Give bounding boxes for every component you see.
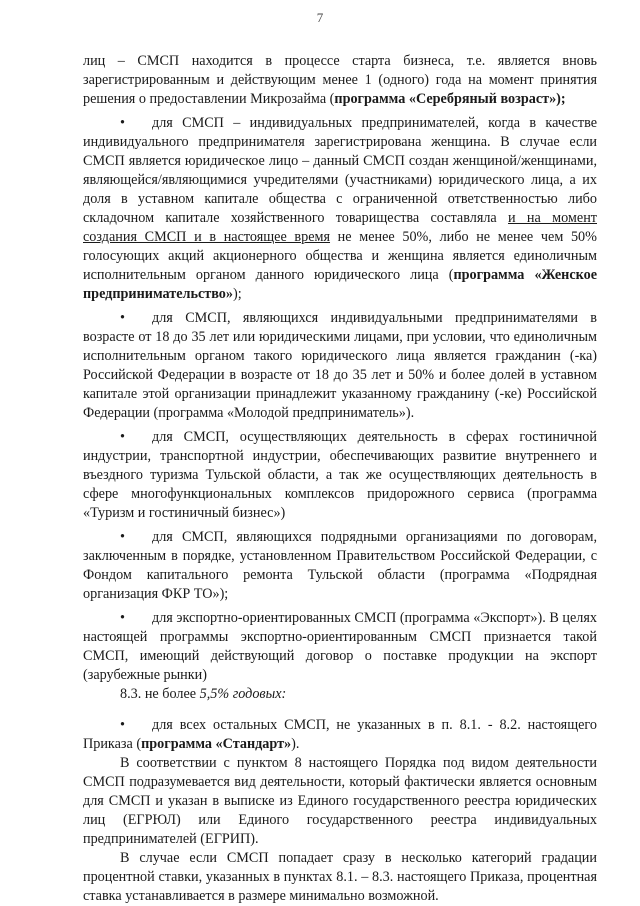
bullet-text: ). [291,736,300,752]
bullet-item-contractor [83,528,597,604]
program-name-bold: программа «Женское предпринимательство» [83,267,597,302]
bullet-item-young [83,309,597,423]
clause-rate-italic: 5,5% годовых: [199,686,287,702]
bullet-item-export [83,609,597,685]
bullet-text: для СМСП – индивидуальных предпринимателей, когда в качестве индивидуального предпринимателя зарегистрирована женщина. В случае если СМСП является юридическое лицо – данный СМСП создан женщиной/женщинами, являющейся/являющимися учредителями (участниками) юридического лица, а их доля в уставном капитале общества с ограниченной ответственностью либо складочном капитале хозяйственного товарищества составляла [83,115,597,226]
bullet-text: для экспортно-ориентированных СМСП (программа «Экспорт»). В целях настоящей программы экспортно-ориентированным СМСП признается такой СМСП, имеющий действующий договор о поставке продукции на экспорт (зарубежные рынки) [83,610,597,683]
bullet-text: ); [232,286,242,302]
bullet-item-tourism [83,428,597,523]
document-body [83,52,597,906]
clause-8-3 [83,685,597,704]
bullet-icon: • [120,115,125,131]
paragraph-rate-rule: В случае если СМСП попадает сразу в несколько категорий градации процентной ставки, указанных в пунктах 8.1. – 8.3. настоящего Приказа, процентная ставка устанавливается в размере минимально возможной. [83,850,597,904]
page-number: 7 [316,10,324,25]
program-name-bold: программа «Серебряный возраст»); [334,91,566,107]
bullet-text: для всех остальных СМСП, не указанных в п. 8.1. - 8.2. настоящего Приказа ( [83,717,597,752]
clause-text: 8.3. не более [120,686,200,702]
bullet-text: для СМСП, являющихся подрядными организациями по договорам, заключенным в порядке, установленном Правительством Российской Федерации, с Фондом капитального ремонта Тульской области (программа «Подрядная организация ФКР ТО»); [83,529,597,602]
paragraph-activity-type: В соответствии с пунктом 8 настоящего Порядка под видом деятельности СМСП подразумевается вид деятельности, который фактически является основным для СМСП и указан в выписке из Единого государственного реестра юридических лиц (ЕГРЮЛ) или Единого государственного реестра индивидуальных предпринимателей (ЕГРИП). [83,755,597,847]
bullet-text: для СМСП, осуществляющих деятельность в сферах гостиничной индустрии, транспортной индустрии, обеспечивающих развитие внутреннего и въездного туризма Тульской области, а так же осуществляющих деятельность в сфере многофункциональных комплексов придорожного сервиса (программа «Туризм и гостиничный бизнес») [83,429,597,521]
bullet-text: для СМСП, являющихся индивидуальными предпринимателями в возрасте от 18 до 35 лет или юридическими лицами, при условии, что единоличным исполнительным органом такого юридического лица является гражданин (-ка) Российской Федерации в возрасте от 18 до 35 лет и 50% и более долей в уставном капитале этой организации принадлежит указанному гражданину (-ке) Российской Федерации (программа «Молодой предприниматель»). [83,310,597,421]
paragraph-text: лиц – СМСП находится в процессе старта бизнеса, т.е. является вновь зарегистрированным и действующим менее 1 (одного) года на момент принятия решения о предоставлении Микрозайма ( [83,53,597,107]
bullet-icon: • [120,310,125,326]
bullet-text: не менее 50%, либо не менее чем 50% голосующих акций акционерного общества и женщина является единоличным исполнительным органом данного юридического лица ( [83,229,597,283]
bullet-item-women [83,114,597,304]
bullet-icon: • [120,610,125,626]
bullet-icon: • [120,717,125,733]
paragraph-silver-age [83,52,597,109]
underlined-text: и на момент создания СМСП и в настоящее время [83,210,597,245]
bullet-item-standard [83,716,597,754]
bullet-icon: • [120,529,125,545]
bullet-icon: • [120,429,125,445]
program-name-bold: программа «Стандарт» [141,736,292,752]
